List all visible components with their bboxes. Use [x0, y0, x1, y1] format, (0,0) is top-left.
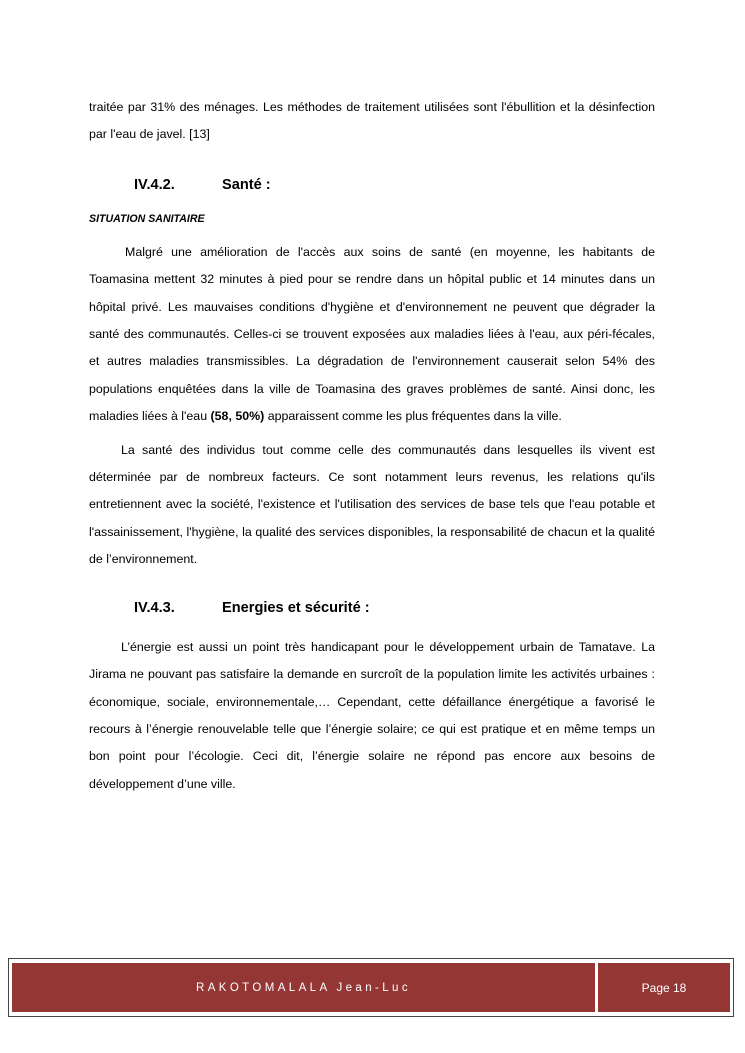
section-title: Santé : — [222, 176, 271, 193]
footer-author: RAKOTOMALALA Jean-Luc — [12, 963, 595, 1012]
paragraph-water-treatment: traitée par 31% des ménages. Les méthodes de traitement utilisées sont l'ébullition et la désinfection par l'eau de javel. [13] — [89, 100, 655, 142]
paragraph-text: apparaissent comme les plus fréquentes dans la ville. — [264, 409, 562, 424]
footer-page-number: Page 18 — [598, 963, 730, 1012]
bold-statistic: (58, 50%) — [210, 409, 265, 424]
section-number: IV.4.2. — [134, 176, 175, 193]
section-heading-sante — [89, 177, 655, 193]
paragraph-health-situation — [89, 239, 655, 431]
page-body — [89, 94, 655, 798]
paragraph-energy: L’énergie est aussi un point très handicapant pour le développement urbain de Tamatave. La Jirama ne pouvant pas satisfaire la demande en surcroît de la population limite les activités urbaines : économique, sociale, environnementale,… Cependant, cette défaillance énergétique a favorisé le recours à l’énergie renouvelable telle que l’énergie solaire; ce qui est pratique et en même temps un bon point pour l’écologie. Ceci dit, l’énergie solaire ne répond pas encore aux besoins de développement d’une ville. — [89, 639, 655, 791]
section-title: Energies et sécurité : — [222, 599, 370, 616]
paragraph-health-factors: La santé des individus tout comme celle des communautés dans lesquelles ils vivent est déterminée par de nombreux facteurs. Ce sont notamment leurs revenus, les relations qu'ils entretiennent avec la société, l'existence et l'utilisation des services de base tels que l'eau potable et l'assainissement, l'hygiène, la qualité des services disponibles, la responsabilité de chacun et la qualité de l’environnement. — [89, 442, 655, 567]
subheading-situation-sanitaire: SITUATION SANITAIRE — [89, 212, 205, 225]
section-number: IV.4.3. — [134, 599, 175, 616]
paragraph-text: Malgré une amélioration de l'accès aux soins de santé (en moyenne, les habitants de Toamasina mettent 32 minutes à pied pour se rendre dans un hôpital public et 14 minutes dans un hôpital privé. Les mauvaises conditions d'hygiène et d'environnement ne peuvent que dégrader la santé des communautés. Celles-ci se trouvent exposées aux maladies liées à l'eau, aux péri-fécales, et autres maladies transmissibles. La dégradation de l'environnement causerait selon 54% des populations enquêtées dans la ville de Toamasina des graves problèmes de santé. Ainsi donc, les maladies liées à l'eau — [89, 244, 655, 424]
section-heading-energies — [89, 600, 655, 616]
page-footer — [8, 958, 734, 1017]
